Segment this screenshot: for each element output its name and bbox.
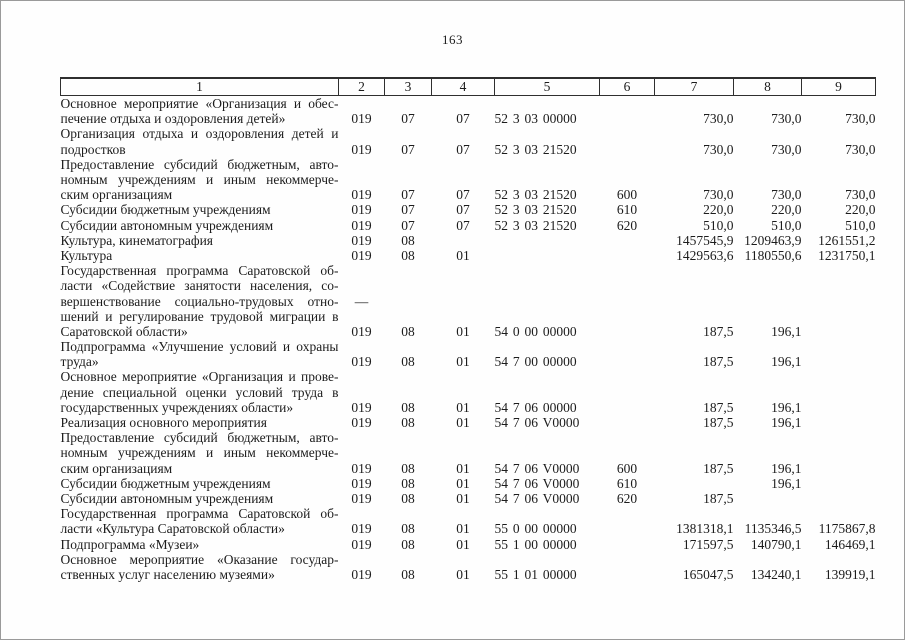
cell-c4: 01 xyxy=(456,247,470,263)
row-name xyxy=(61,537,339,552)
cell-c6 xyxy=(600,537,655,552)
cell-c5: 55 1 01 00000 xyxy=(494,566,577,582)
cell-c5: 52 3 03 21520 xyxy=(494,217,577,233)
row-name-line: ственных услуг населению музеями» xyxy=(60,566,275,582)
cell-c9: 1175867,8 xyxy=(818,521,876,537)
cell-c8: 730,0 xyxy=(771,187,802,203)
cell-c3: 08 xyxy=(401,399,415,415)
cell-c6: 600 xyxy=(616,187,638,203)
cell-c2: 019 xyxy=(351,187,372,203)
cell-c8: 730,0 xyxy=(771,111,802,127)
table-row xyxy=(61,96,876,127)
column-header-3: 3 xyxy=(385,78,432,96)
cell-c2: 019 xyxy=(351,217,372,233)
row-name-line: Саратовской области» xyxy=(60,323,188,339)
header-row xyxy=(61,78,876,96)
cell-c8: 196,1 xyxy=(771,399,802,415)
cell-c2: 019 xyxy=(351,202,372,218)
cell-c5: 54 7 06 V0000 xyxy=(494,415,580,430)
row-name-line: дение специальной оценки условий труда в xyxy=(60,384,339,400)
row-name xyxy=(61,476,339,491)
cell-c6: 620 xyxy=(616,217,638,233)
cell-c9: 139919,1 xyxy=(824,566,876,582)
cell-c2: 019 xyxy=(351,460,372,476)
cell-c4: 01 xyxy=(456,490,470,506)
cell-c7: 1457545,9 xyxy=(676,232,734,248)
column-header-8: 8 xyxy=(734,78,802,96)
cell-c3: 08 xyxy=(401,536,415,552)
cell-c2: 019 xyxy=(351,141,372,157)
cell-c9: 730,0 xyxy=(845,187,876,203)
cell-c8: 196,1 xyxy=(771,323,802,339)
cell-c9 xyxy=(802,476,876,491)
row-name-line: Предоставление субсидий бюджетным, авто- xyxy=(60,430,339,446)
cell-c3: 08 xyxy=(401,460,415,476)
cell-c8: 730,0 xyxy=(771,141,802,157)
row-name-line: Субсидии бюджетным учреждениям xyxy=(60,475,271,491)
cell-c8: 196,1 xyxy=(771,475,802,491)
cell-c3: 07 xyxy=(401,111,415,127)
row-name xyxy=(61,233,339,248)
cell-c2: 019 xyxy=(351,415,372,430)
cell-c6 xyxy=(600,248,655,263)
cell-c2 xyxy=(339,263,385,339)
row-name xyxy=(61,369,339,415)
cell-c5: 52 3 03 21520 xyxy=(494,187,577,203)
cell-line: 019 xyxy=(351,323,372,339)
cell-c6: 610 xyxy=(616,202,638,218)
row-name-line: подростков xyxy=(60,141,126,157)
cell-c3: 07 xyxy=(401,141,415,157)
column-header-6: 6 xyxy=(600,78,655,96)
table-row xyxy=(61,263,876,339)
row-name-line: Основное мероприятие «Организация и обес- xyxy=(60,96,339,111)
cell-c4: 07 xyxy=(456,141,470,157)
cell-c8: 1180550,6 xyxy=(744,247,802,263)
cell-c7: 1429563,6 xyxy=(676,247,734,263)
cell-c2: 019 xyxy=(351,490,372,506)
cell-c8: 196,1 xyxy=(771,460,802,476)
cell-c9 xyxy=(802,430,876,476)
cell-c7: 165047,5 xyxy=(682,566,734,582)
row-name xyxy=(61,339,339,369)
cell-c7: 1381318,1 xyxy=(676,521,734,537)
cell-c4: 01 xyxy=(456,399,470,415)
row-name xyxy=(61,415,339,430)
row-name-line: ским организациям xyxy=(60,460,173,476)
table-row xyxy=(61,339,876,369)
row-name-line: Подпрограмма «Улучшение условий и охраны xyxy=(60,339,339,355)
cell-c3: 08 xyxy=(401,490,415,506)
cell-c4: 01 xyxy=(456,354,470,370)
cell-c7: 187,5 xyxy=(703,399,734,415)
column-header-2: 2 xyxy=(339,78,385,96)
cell-c9 xyxy=(802,339,876,369)
cell-c2: 019 xyxy=(351,536,372,552)
cell-c2: 019 xyxy=(351,354,372,370)
table-row xyxy=(61,415,876,430)
cell-c6 xyxy=(600,415,655,430)
column-header-5: 5 xyxy=(495,78,600,96)
cell-c5: 54 7 06 V0000 xyxy=(494,475,580,491)
cell-c7: 187,5 xyxy=(703,490,734,506)
cell-c7: 187,5 xyxy=(703,323,734,339)
cell-c4: 07 xyxy=(456,217,470,233)
row-name xyxy=(61,157,339,203)
cell-c6 xyxy=(600,506,655,536)
cell-c4 xyxy=(432,233,495,248)
row-name xyxy=(61,126,339,156)
cell-c4: 07 xyxy=(456,202,470,218)
cell-c7: 187,5 xyxy=(703,460,734,476)
cell-c9: 1231750,1 xyxy=(818,247,876,263)
cell-c2: 019 xyxy=(351,232,372,248)
cell-c8: 196,1 xyxy=(771,415,802,430)
cell-c4: 01 xyxy=(456,460,470,476)
cell-c4: 07 xyxy=(456,187,470,203)
cell-c6 xyxy=(600,552,655,582)
table-row xyxy=(61,202,876,217)
column-header-4: 4 xyxy=(432,78,495,96)
cell-c5 xyxy=(495,233,600,248)
cell-c8: 510,0 xyxy=(771,217,802,233)
row-name xyxy=(61,96,339,127)
row-name-line: Субсидии автономным учреждениям xyxy=(60,490,274,506)
table-body xyxy=(61,96,876,583)
cell-c8: 196,1 xyxy=(771,354,802,370)
row-name-line: Культура xyxy=(60,247,113,263)
cell-c8: 134240,1 xyxy=(750,566,802,582)
table-row xyxy=(61,491,876,506)
cell-c2: 019 xyxy=(351,566,372,582)
cell-c7: 187,5 xyxy=(703,354,734,370)
cell-c4: 01 xyxy=(456,475,470,491)
cell-c2: 019 xyxy=(351,475,372,491)
cell-c7: 730,0 xyxy=(703,111,734,127)
cell-c5: 52 3 03 21520 xyxy=(494,202,577,218)
row-name xyxy=(61,248,339,263)
cell-c9: 146469,1 xyxy=(824,536,876,552)
cell-c3: 08 xyxy=(401,323,415,339)
cell-c5: 54 7 06 V0000 xyxy=(494,490,580,506)
row-name-line: шений и регулирование трудовой миграции в xyxy=(60,308,339,324)
cell-c4: 01 xyxy=(456,566,470,582)
row-name-line: печение отдыха и оздоровления детей» xyxy=(60,111,286,127)
row-name-line: Государственная программа Саратовской об- xyxy=(60,263,339,279)
row-name-line: Организация отдыха и оздоровления детей и xyxy=(60,126,339,142)
table-row xyxy=(61,430,876,476)
table-row xyxy=(61,126,876,156)
column-header-1: 1 xyxy=(61,78,339,96)
row-name-line: Основное мероприятие «Оказание государ- xyxy=(60,551,339,567)
row-name xyxy=(61,552,339,582)
cell-c3: 08 xyxy=(401,354,415,370)
cell-c5 xyxy=(495,248,600,263)
row-name-line: Субсидии автономным учреждениям xyxy=(60,217,274,233)
row-name-line: ласти «Содействие занятости населения, со- xyxy=(60,278,339,294)
cell-c6: 620 xyxy=(616,490,638,506)
table-row xyxy=(61,218,876,233)
row-name-line: государственных учреждениях области» xyxy=(60,399,294,415)
table-row xyxy=(61,157,876,203)
column-header-9: 9 xyxy=(802,78,876,96)
row-name-line: Реализация основного мероприятия xyxy=(60,415,267,431)
row-name-line: Предоставление субсидий бюджетным, авто- xyxy=(60,156,339,172)
cell-c2: 019 xyxy=(351,399,372,415)
cell-c6 xyxy=(600,263,655,339)
cell-c4: 01 xyxy=(456,323,470,339)
cell-c6 xyxy=(600,233,655,248)
budget-table xyxy=(60,77,876,582)
cell-c5: 54 7 06 V0000 xyxy=(494,460,580,476)
cell-c5: 55 1 00 00000 xyxy=(494,536,577,552)
cell-c6 xyxy=(600,339,655,369)
cell-c3: 07 xyxy=(401,187,415,203)
row-name xyxy=(61,491,339,506)
row-name xyxy=(61,430,339,476)
cell-c2: 019 xyxy=(351,521,372,537)
page-number: 163 xyxy=(442,32,463,47)
table-row xyxy=(61,369,876,415)
cell-c3: 07 xyxy=(401,202,415,218)
row-name-line: Государственная программа Саратовской об- xyxy=(60,506,339,522)
cell-c9: 730,0 xyxy=(845,141,876,157)
cell-c9: 510,0 xyxy=(845,217,876,233)
row-name-line: номным учреждениям и иным некоммерче- xyxy=(60,445,339,461)
cell-c9 xyxy=(802,369,876,415)
row-name xyxy=(61,218,339,233)
cell-c8: 220,0 xyxy=(771,202,802,218)
table-row xyxy=(61,506,876,536)
cell-c3: 08 xyxy=(401,232,415,248)
row-name-line: Подпрограмма «Музеи» xyxy=(60,536,200,552)
row-name xyxy=(61,263,339,339)
cell-c2: 019 xyxy=(351,111,372,127)
cell-c4: 07 xyxy=(456,111,470,127)
cell-c6 xyxy=(600,96,655,127)
cell-c7: 171597,5 xyxy=(682,536,734,552)
cell-c6 xyxy=(600,369,655,415)
cell-c8 xyxy=(734,491,802,506)
table-row xyxy=(61,476,876,491)
cell-c7 xyxy=(655,476,734,491)
cell-c9: 220,0 xyxy=(845,202,876,218)
cell-c6: 600 xyxy=(616,460,638,476)
cell-c8: 1209463,9 xyxy=(744,232,802,248)
cell-c7: 730,0 xyxy=(703,187,734,203)
row-name-line: вершенствование социально-трудовых отно- xyxy=(60,293,339,309)
row-name-line: труда» xyxy=(60,354,99,370)
cell-c6: 610 xyxy=(616,475,638,491)
table-header xyxy=(61,78,876,96)
cell-c7: 187,5 xyxy=(703,415,734,430)
cell-c5: 52 3 03 21520 xyxy=(494,141,577,157)
cell-c4: 01 xyxy=(456,536,470,552)
cell-c9 xyxy=(802,415,876,430)
cell-c4: 01 xyxy=(456,521,470,537)
table-row xyxy=(61,537,876,552)
cell-c3: 08 xyxy=(401,475,415,491)
cell-c5: 54 0 00 00000 xyxy=(494,323,577,339)
cell-c3: 08 xyxy=(401,247,415,263)
row-name-line: Субсидии бюджетным учреждениям xyxy=(60,202,271,218)
row-name-line: Основное мероприятие «Организация и прове- xyxy=(60,369,339,385)
cell-c8: 140790,1 xyxy=(750,536,802,552)
cell-c9: 1261551,2 xyxy=(818,232,876,248)
row-name xyxy=(61,506,339,536)
row-name xyxy=(61,202,339,217)
cell-c3: 08 xyxy=(401,566,415,582)
cell-line xyxy=(339,309,385,324)
dash-mark: — xyxy=(354,293,369,309)
cell-c6 xyxy=(600,126,655,156)
cell-c7: 510,0 xyxy=(703,217,734,233)
row-name-line: ласти «Культура Саратовской области» xyxy=(60,521,285,537)
cell-c5: 54 7 06 00000 xyxy=(494,399,577,415)
cell-c5: 55 0 00 00000 xyxy=(494,521,577,537)
cell-c4: 01 xyxy=(456,415,470,430)
cell-c7: 730,0 xyxy=(703,141,734,157)
cell-c9 xyxy=(802,263,876,339)
cell-c5: 54 7 00 00000 xyxy=(494,354,577,370)
cell-c9 xyxy=(802,491,876,506)
table-row xyxy=(61,248,876,263)
row-name-line: номным учреждениям и иным некоммерче- xyxy=(60,171,339,187)
column-header-7: 7 xyxy=(655,78,734,96)
table-row xyxy=(61,552,876,582)
cell-c8: 1135346,5 xyxy=(744,521,802,537)
row-name-line: ским организациям xyxy=(60,187,173,203)
cell-c9: 730,0 xyxy=(845,111,876,127)
row-name-line: Культура, кинематография xyxy=(60,232,214,248)
cell-c3: 08 xyxy=(401,415,415,430)
cell-c3: 07 xyxy=(401,217,415,233)
cell-c3: 08 xyxy=(401,521,415,537)
cell-c5: 52 3 03 00000 xyxy=(494,111,577,127)
table-row xyxy=(61,233,876,248)
cell-c7: 220,0 xyxy=(703,202,734,218)
cell-c2: 019 xyxy=(351,247,372,263)
